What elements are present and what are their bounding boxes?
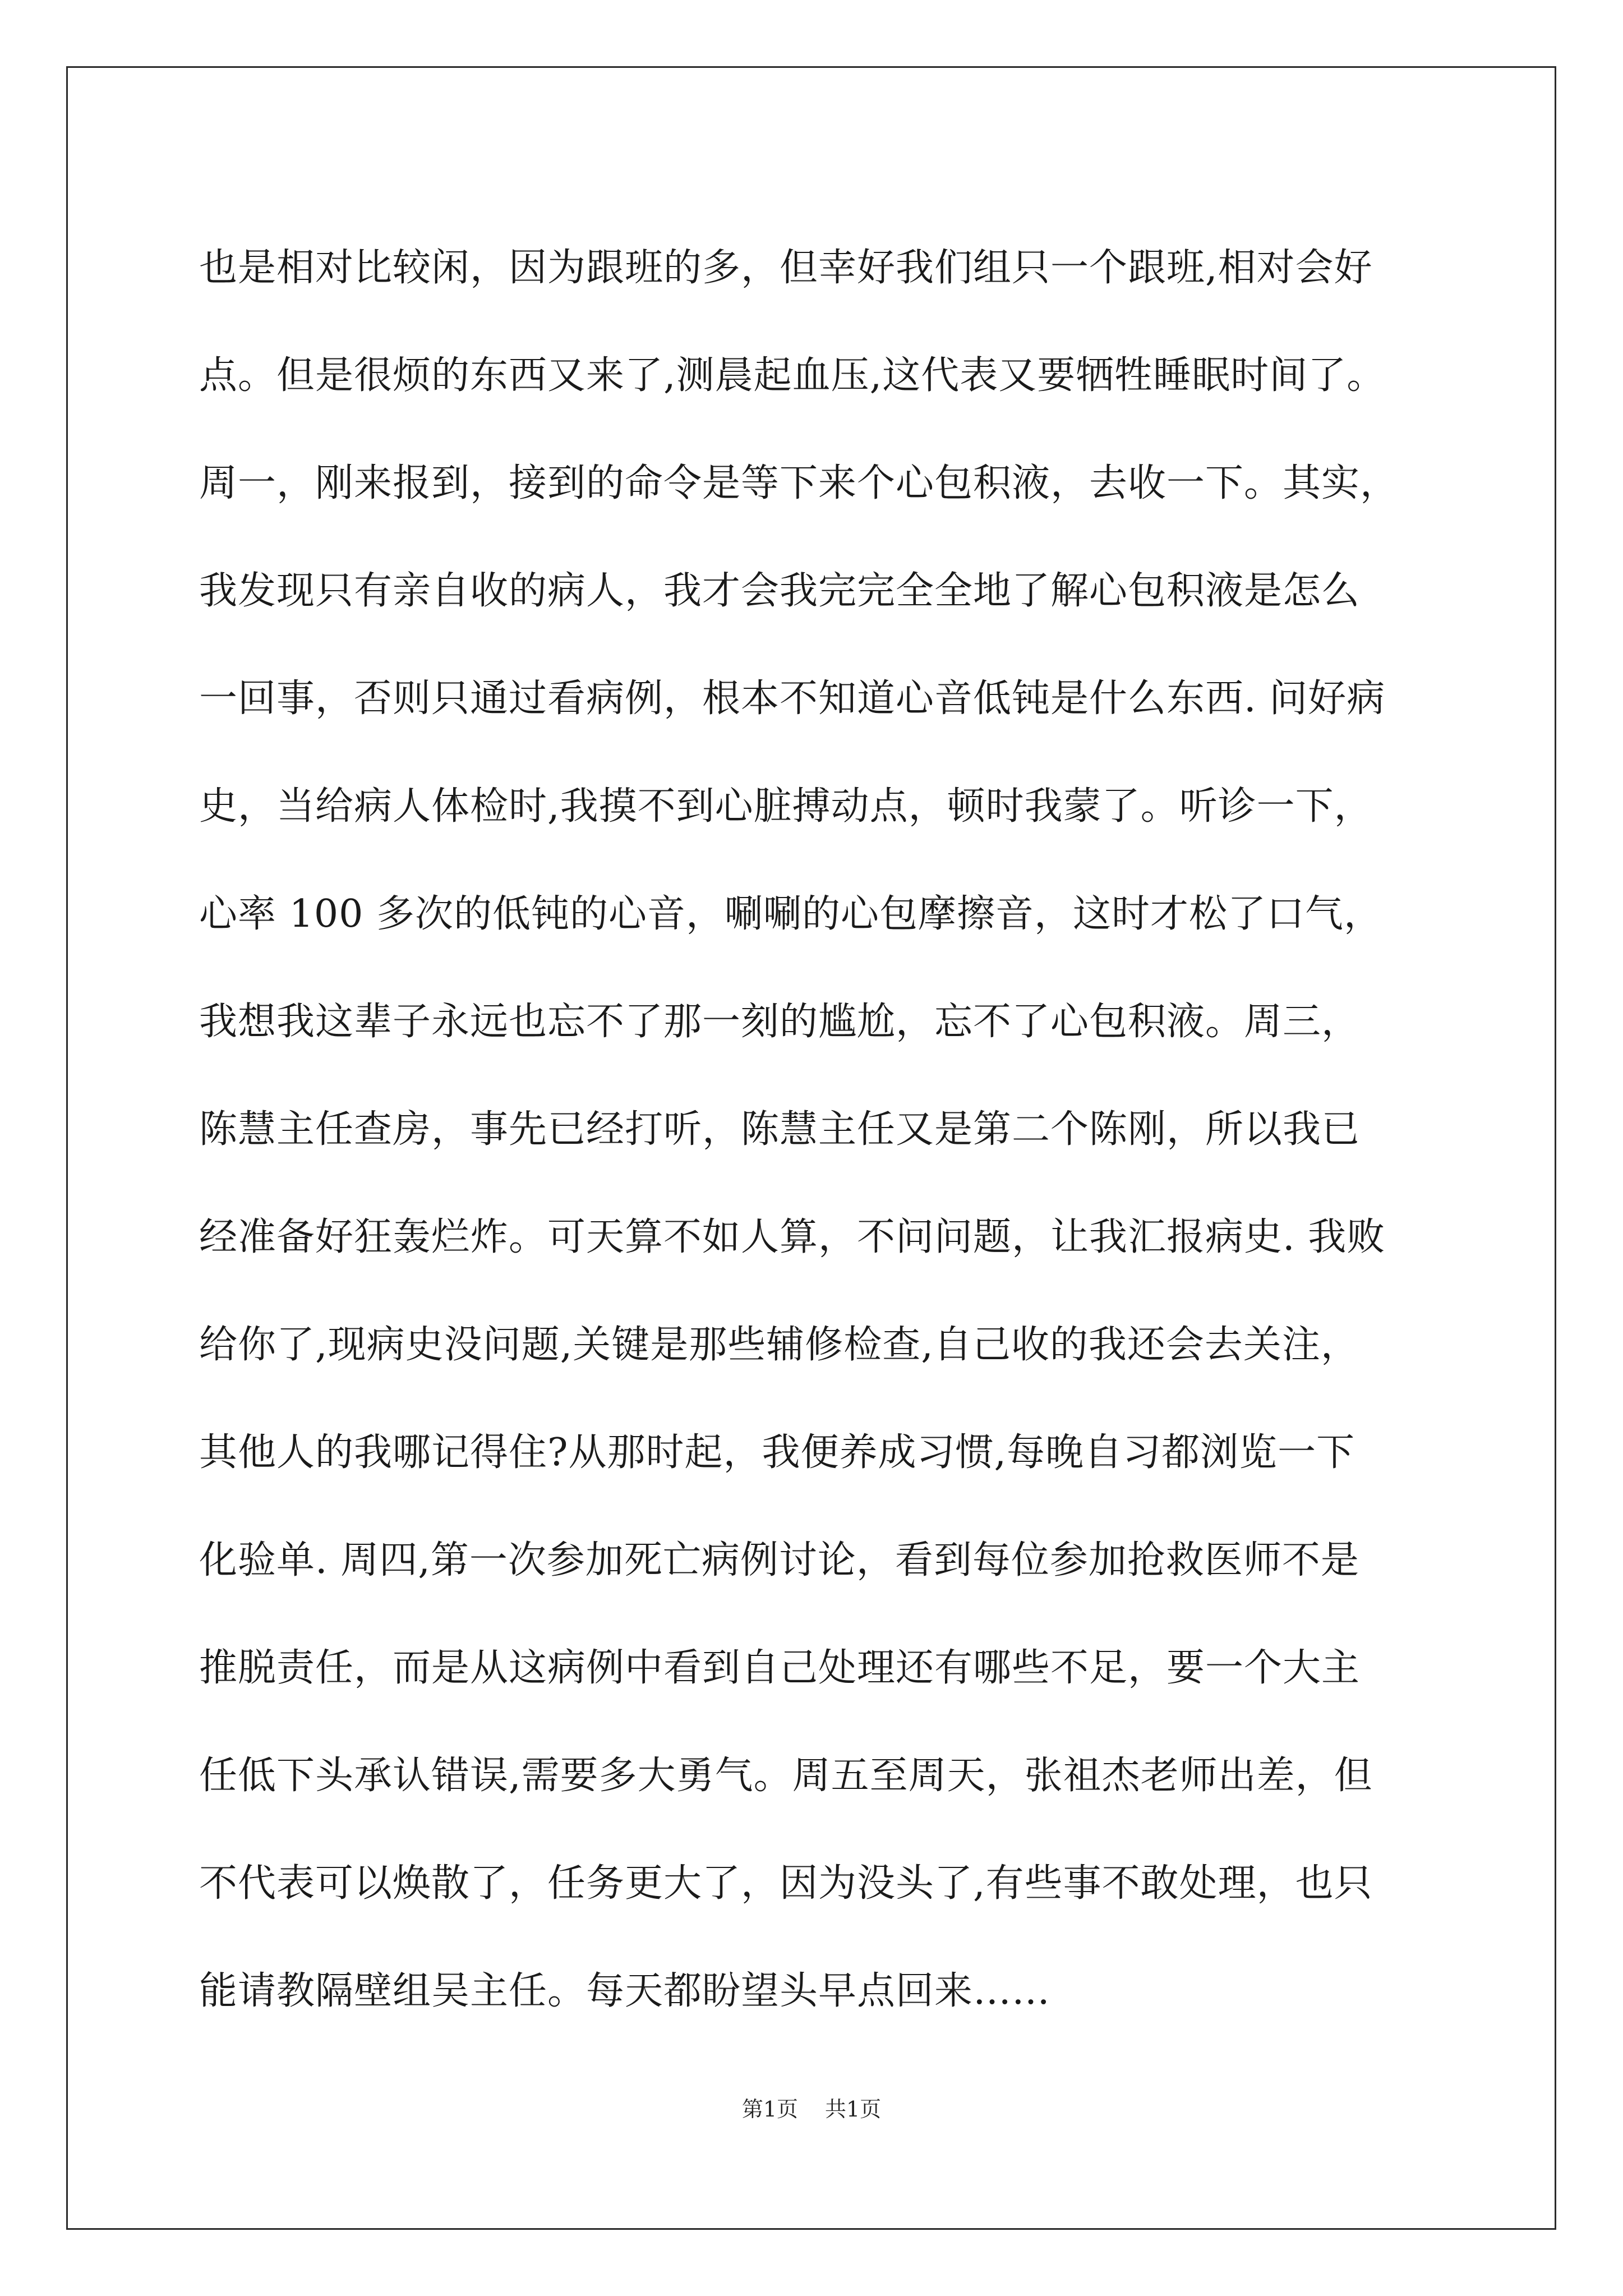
text-line: 我发现只有亲自收的病人，我才会我完完全全地了解心包积液是怎么 — [199, 569, 1361, 613]
text-line: 经准备好狂轰烂炸。可天算不如人算，不问问题，让我汇报病史. 我败 — [199, 1215, 1386, 1259]
text-line: 也是相对比较闲，因为跟班的多，但幸好我们组只一个跟班,相对会好 — [199, 246, 1373, 290]
text-line: 能请教隔壁组吴主任。每天都盼望头早点回来…… — [199, 1969, 1051, 2013]
text-line: 其他人的我哪记得住?从那时起，我便养成习惯,每晚自习都浏览一下 — [199, 1430, 1355, 1475]
document-body — [199, 214, 1444, 2045]
text-line: 推脱责任，而是从这病例中看到自己处理还有哪些不足，要一个大主 — [199, 1646, 1361, 1690]
text-line: 任低下头承认错误,需要多大勇气。周五至周天，张祖杰老师出差，但 — [199, 1754, 1373, 1798]
total-pages: 共1页 — [825, 2097, 882, 2122]
page-number: 第1页 — [741, 2097, 798, 2122]
text-line: 史，当给病人体检时,我摸不到心脏搏动点，顿时我蒙了。听诊一下， — [199, 784, 1373, 829]
text-line: 给你了,现病史没问题,关键是那些辅修检查,自己收的我还会去关注， — [199, 1323, 1359, 1367]
text-line: 我想我这辈子永远也忘不了那一刻的尴尬，忘不了心包积液。周三， — [199, 1000, 1361, 1044]
text-line: 陈慧主任查房，事先已经打听，陈慧主任又是第二个陈刚，所以我已 — [199, 1107, 1361, 1152]
text-line: 周一，刚来报到，接到的命令是等下来个心包积液，去收一下。其实， — [199, 461, 1399, 505]
text-line: 点。但是很烦的东西又来了,测晨起血压,这代表又要牺牲睡眠时间了。 — [199, 353, 1386, 398]
text-line: 一回事，否则只通过看病例，根本不知道心音低钝是什么东西. 问好病 — [199, 677, 1386, 721]
text-line: 化验单. 周四,第一次参加死亡病例讨论，看到每位参加抢救医师不是 — [199, 1538, 1359, 1582]
page-footer — [0, 2092, 1623, 2126]
text-line: 心率 100 多次的低钝的心音，唰唰的心包摩擦音，这时才松了口气， — [199, 892, 1383, 936]
text-line: 不代表可以焕散了，任务更大了，因为没头了,有些事不敢处理，也只 — [199, 1861, 1373, 1906]
